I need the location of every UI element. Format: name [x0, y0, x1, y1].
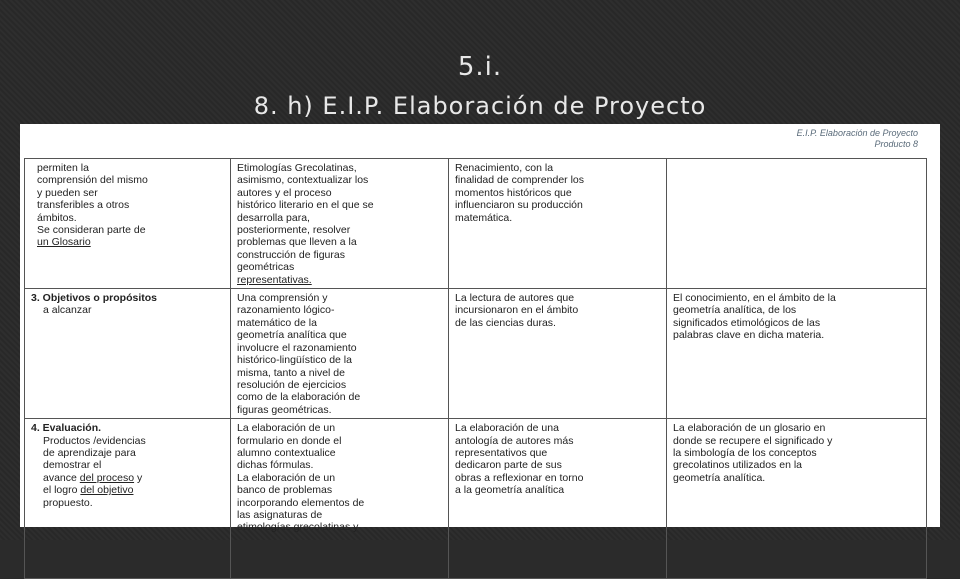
cell-line: La lectura de autores que: [455, 292, 575, 305]
table-row: [25, 159, 927, 289]
cell-line: misma, tanto a nivel de: [237, 366, 345, 379]
cell-line: de aprendizaje para: [43, 446, 136, 459]
table-cell-empty: [667, 159, 927, 289]
table-cell: [231, 419, 449, 579]
cell-line: finalidad de comprender los: [455, 174, 584, 187]
table-cell: [449, 159, 667, 289]
cell-line: geometría analítica que: [237, 329, 347, 342]
cell-line: dichas fórmulas.: [237, 459, 314, 472]
cell-line: figuras geométricas.: [237, 403, 332, 416]
section-heading-evaluacion: 4. Evaluación.: [31, 422, 102, 435]
cell-line: banco de problemas: [237, 484, 333, 497]
cell-line: Renacimiento, con la: [455, 162, 554, 174]
cell-line: grecolatinos utilizados en la: [673, 459, 802, 472]
cell-line: La elaboración de una: [455, 422, 559, 435]
document-header-title: E.I.P. Elaboración de Proyecto: [796, 128, 918, 138]
avance-text: avance: [43, 471, 80, 484]
cell-line: construcción de figuras: [237, 248, 345, 261]
cell-line: matemática.: [455, 211, 513, 224]
cell-line: significados etimológicos de las: [673, 316, 821, 329]
cell-line: geométricas: [237, 261, 295, 274]
cell-line: La elaboración de un glosario en: [673, 422, 826, 435]
cell-line: a alcanzar: [43, 304, 92, 317]
cell-line: histórico literario en el que se: [237, 199, 374, 212]
table-cell: [25, 159, 231, 289]
table-cell: [449, 289, 667, 419]
cell-line: comprensión del mismo: [37, 174, 148, 187]
cell-line: Una comprensión y: [237, 292, 328, 305]
document-header: [797, 128, 918, 150]
table-cell: [231, 159, 449, 289]
cell-line: obras a reflexionar en torno: [455, 471, 584, 484]
cell-line: matemático de la: [237, 316, 317, 329]
cell-line: Se consideran parte de: [37, 224, 146, 237]
document-header-product: Producto 8: [874, 139, 918, 149]
cell-line: donde se recupere el significado y: [673, 434, 833, 447]
cell-line: etimologías grecolatinas y: [237, 521, 359, 534]
proceso-text: del proceso: [79, 471, 135, 484]
cell-line: La elaboración de un: [237, 471, 336, 484]
slide-title-number: 5.i.: [457, 52, 503, 82]
cell-line: antología de autores más: [455, 434, 574, 447]
cell-line: las asignaturas de: [237, 508, 323, 521]
cell-line: desarrolla para,: [237, 211, 310, 224]
cell-line: razonamiento lógico-: [237, 304, 335, 317]
cell-line: La elaboración de un: [237, 422, 336, 435]
cell-line: dedicaron parte de sus: [455, 459, 562, 472]
cell-line: posteriormente, resolver: [237, 224, 351, 237]
cell-line: [31, 484, 226, 496]
table-cell: [667, 289, 927, 419]
cell-line: propuesto.: [43, 496, 93, 509]
cell-line: momentos históricos que: [455, 186, 572, 199]
table-cell: [667, 419, 927, 579]
cell-line: autores y el proceso: [237, 186, 332, 199]
section-heading-objetivos: 3. Objetivos o propósitos: [31, 292, 158, 305]
cell-line: la simbología de los conceptos: [673, 446, 817, 459]
cell-line: El conocimiento, en el ámbito de la: [673, 292, 836, 305]
cell-line: geometría analítica.: [673, 471, 766, 484]
cell-line: demostrar el: [43, 459, 102, 472]
document-image: [20, 124, 940, 534]
cell-line: involucre el razonamiento: [237, 341, 357, 354]
cell-line: histórico-lingüístico de la: [237, 354, 352, 367]
table-row: [25, 289, 927, 419]
cell-line: representativas.: [237, 273, 312, 286]
cell-line: representativos que: [455, 446, 548, 459]
logro-text: el logro: [43, 484, 81, 497]
cell-line: Productos /evidencias: [43, 434, 146, 447]
cell-line: transferibles a otros: [37, 199, 130, 212]
cell-line: como de la elaboración de: [237, 391, 361, 404]
cell-line: asimismo, contextualizar los: [237, 174, 369, 187]
conjunction-text: y: [134, 471, 143, 484]
table-cell: [449, 419, 667, 579]
project-table: [24, 158, 927, 579]
cell-line: de las ciencias duras.: [455, 316, 556, 329]
cell-line: influenciaron su producción: [455, 199, 583, 212]
cell-line: alumno contextualice: [237, 446, 336, 459]
cell-line: resolución de ejercicios: [237, 378, 347, 391]
cell-line: Etimologías Grecolatinas,: [237, 162, 357, 174]
cell-line: y pueden ser: [37, 186, 98, 199]
cell-line: palabras clave en dicha materia.: [673, 329, 825, 342]
cell-line: a la geometría analítica: [455, 484, 565, 497]
glosario-link-text: un Glosario: [37, 236, 91, 249]
cell-line: incursionaron en el ámbito: [455, 304, 579, 317]
slide-title: 8. h) E.I.P. Elaboración de Proyecto: [253, 92, 707, 120]
cell-line: incorporando elementos de: [237, 496, 365, 509]
cell-line: permiten la: [37, 162, 89, 174]
table-cell: [25, 289, 231, 419]
table-cell: [231, 289, 449, 419]
cell-line: geometría analítica, de los: [673, 304, 797, 317]
cell-line: formulario en donde el: [237, 434, 342, 447]
cell-line: [31, 472, 226, 484]
cell-line: ámbitos.: [37, 211, 77, 224]
objetivo-text: del objetivo: [80, 484, 134, 497]
table-cell: [25, 419, 231, 579]
cell-line: problemas que lleven a la: [237, 236, 357, 249]
table-row: [25, 419, 927, 579]
